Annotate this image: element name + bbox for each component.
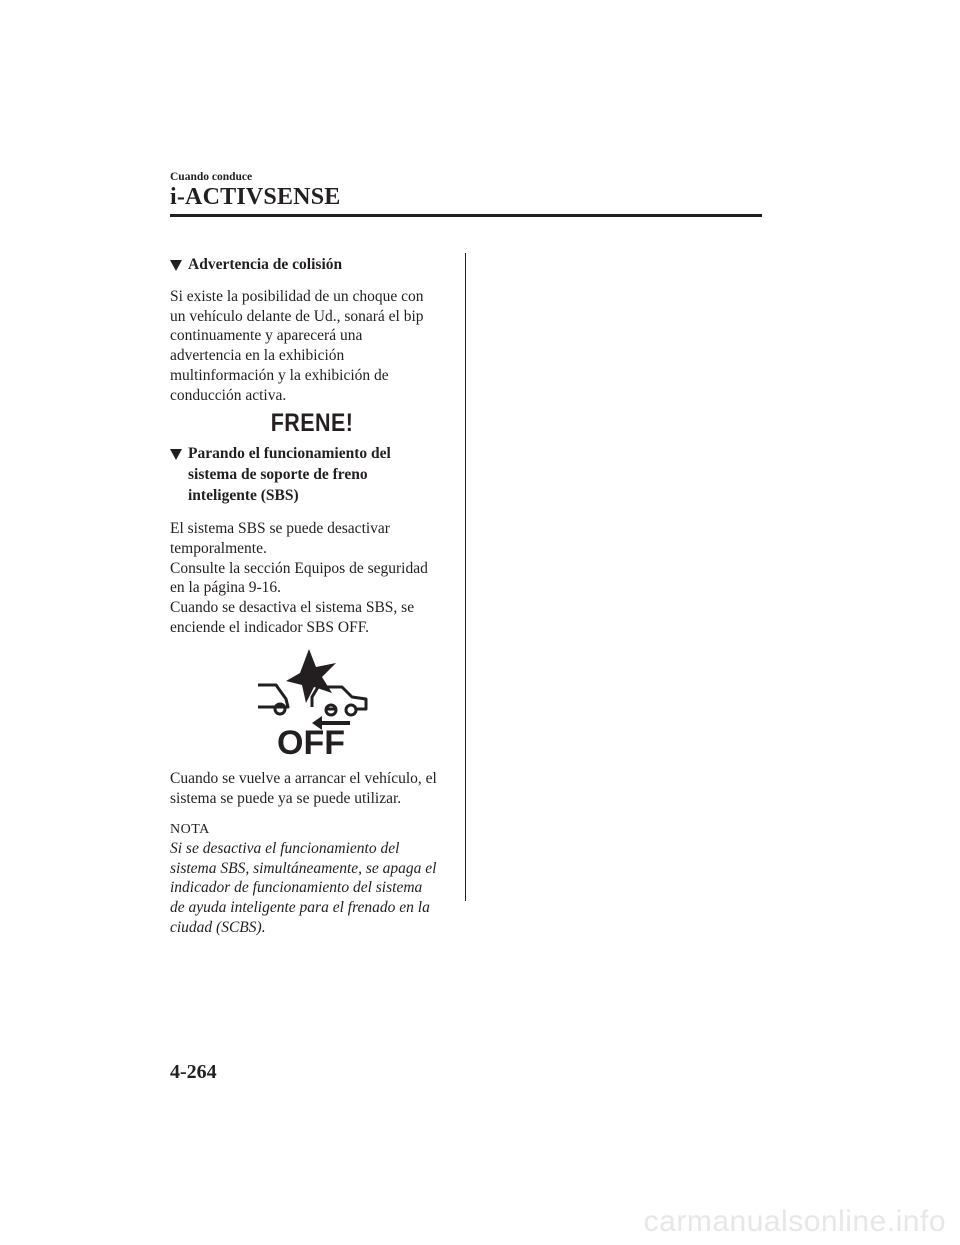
text-line: un vehículo delante de Ud., sonará el bip — [170, 307, 424, 325]
heading-line: Parando el funcionamiento del — [188, 445, 391, 463]
front-vehicle-icon — [312, 687, 366, 709]
collision-warning-heading-text: Advertencia de colisión — [188, 256, 343, 273]
text-line: multinformación y la exhibición de — [170, 366, 389, 384]
heading-line: sistema de soporte de freno — [188, 466, 368, 484]
text-line: de ayuda inteligente para el frenado en la — [170, 898, 430, 916]
stopping-sbs-paragraph — [170, 519, 454, 637]
left-column — [170, 254, 454, 937]
heading-line: inteligente (SBS) — [188, 487, 299, 505]
text-line: sistema se puede ya se puede utilizar. — [170, 790, 402, 808]
off-label: OFF — [277, 724, 345, 758]
text-line: indicador de funcionamiento del sistema — [170, 879, 423, 897]
text-line: Cuando se desactiva el sistema SBS, se — [170, 599, 415, 617]
column-divider — [465, 253, 466, 901]
watermark: carmanualsonline.info — [643, 1205, 946, 1238]
collision-warning-paragraph — [170, 287, 454, 405]
sbs-off-indicator-icon — [252, 645, 372, 757]
text-line: sistema SBS, simultáneamente, se apaga el — [170, 859, 437, 877]
text-line: temporalmente. — [170, 539, 267, 557]
text-line: Consulte la sección Equipos de seguridad — [170, 559, 428, 577]
text-line: enciende el indicador SBS OFF. — [170, 618, 369, 636]
rear-vehicle-wheel-icon — [275, 704, 285, 714]
text-line: continuamente y aparecerá una — [170, 327, 363, 345]
restart-paragraph — [170, 769, 454, 808]
header-title: i-ACTIVSENSE — [170, 184, 341, 210]
header-rule — [170, 214, 762, 217]
text-line: advertencia en la exhibición — [170, 347, 345, 365]
text-line: ciudad (SCBS). — [170, 918, 266, 936]
stopping-sbs-heading-text — [188, 443, 391, 506]
note-label: NOTA — [170, 821, 210, 837]
sbs-off-indicator — [170, 645, 454, 757]
front-vehicle-wheel-icon — [346, 705, 356, 715]
text-line: Cuando se vuelve a arrancar el vehículo, el — [170, 770, 437, 788]
text-line: en la página 9-16. — [170, 579, 282, 597]
stopping-sbs-heading — [170, 443, 454, 506]
header-section-label: Cuando conduce — [170, 171, 253, 183]
text-line: conducción activa. — [170, 386, 287, 404]
text-line: Si se desactiva el funcionamiento del — [170, 839, 400, 857]
collision-star-icon — [286, 649, 336, 703]
triangle-bullet-icon — [170, 449, 182, 460]
text-line: Si existe la posibilidad de un choque con — [170, 288, 424, 305]
note-paragraph — [170, 839, 454, 938]
triangle-bullet-icon — [170, 260, 182, 271]
text-line: El sistema SBS se puede desactivar — [170, 520, 390, 538]
page-number: 4-264 — [170, 1061, 217, 1083]
collision-warning-heading — [170, 254, 454, 275]
brake-warning-display: FRENE! — [270, 409, 354, 438]
